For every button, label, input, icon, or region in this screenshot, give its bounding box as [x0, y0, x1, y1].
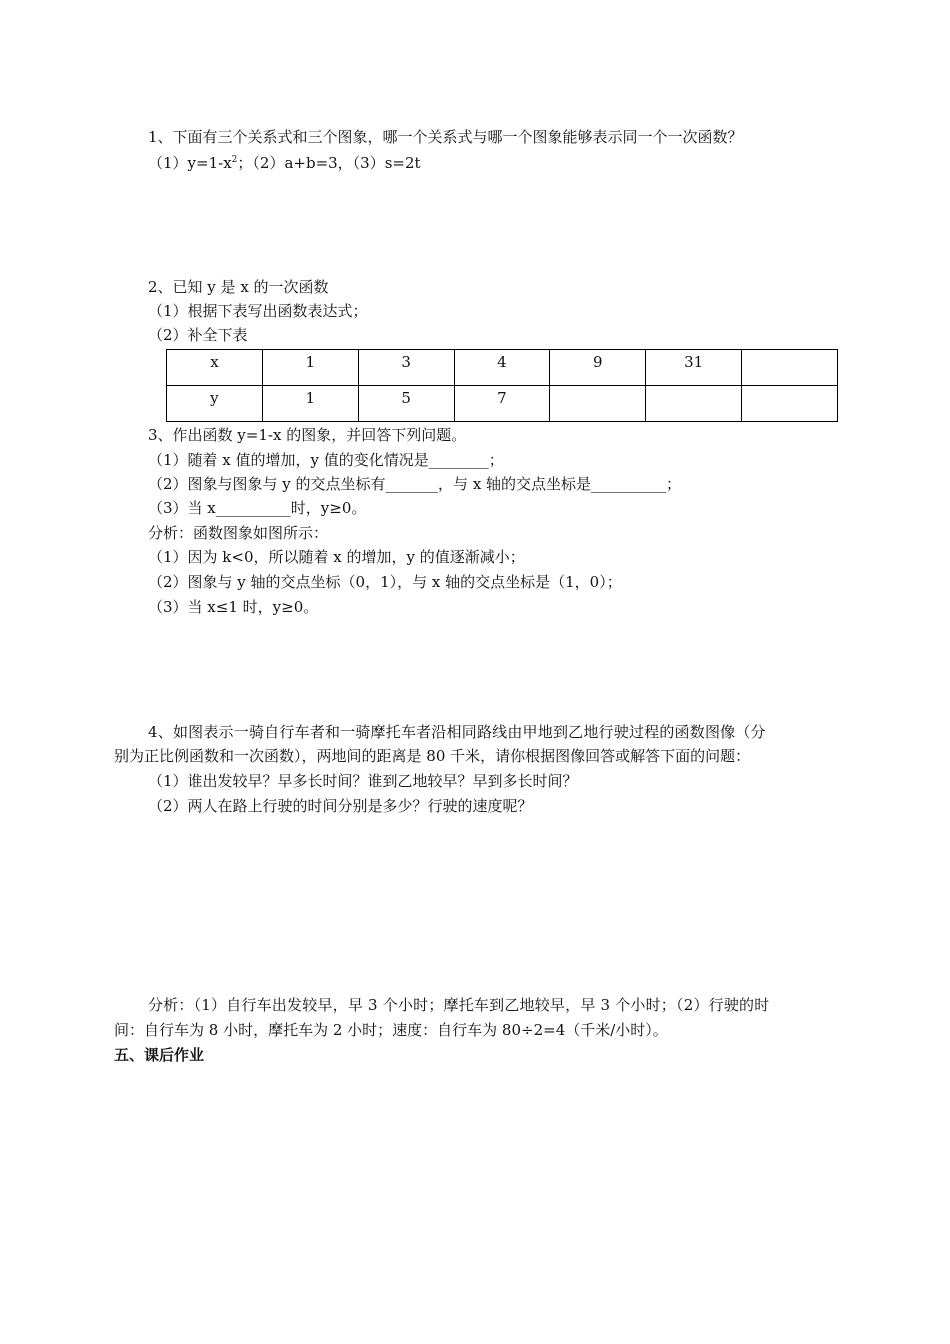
q1-part1-suffix: ；（2）a+b=3，（3）s=2t	[237, 154, 421, 172]
q2-title: 2、已知 y 是 x 的一次函数	[148, 278, 329, 296]
table-cell: y	[167, 386, 263, 422]
table-cell: 4	[454, 350, 550, 386]
q1-part1-prefix: （1）y=1-x	[148, 154, 232, 172]
q3-analysis-title: 分析：函数图象如图所示：	[148, 524, 329, 542]
section5-title: 五、课后作业	[114, 1046, 205, 1064]
q4-line2: 别为正比例函数和一次函数），两地间的距离是 80 千米，请你根据图像回答或解答下面的问题：	[114, 747, 751, 765]
q4-sub1: （1）谁出发较早？早多长时间？谁到乙地较早？早到多长时间？	[148, 772, 578, 790]
table-cell	[742, 350, 838, 386]
table-row	[167, 350, 838, 386]
q3-analysis1: （1）因为 k<0，所以随着 x 的增加，y 的值逐渐减小；	[148, 548, 525, 566]
table-cell	[550, 386, 646, 422]
table-cell	[742, 386, 838, 422]
q3-sub3: （3）当 x__________时，y≥0。	[148, 499, 367, 517]
table-row	[167, 386, 838, 422]
q2-sub2: （2）补全下表	[148, 326, 248, 344]
q4-sub2: （2）两人在路上行驶的时间分别是多少？行驶的速度呢？	[148, 797, 533, 815]
q3-analysis3: （3）当 x≤1 时，y≥0。	[148, 598, 319, 616]
q1-part1	[148, 153, 421, 173]
table-cell	[646, 386, 742, 422]
q1-part1-superscript: 2	[231, 155, 238, 165]
q2-sub1: （1）根据下表写出函数表达式；	[148, 302, 368, 320]
q4-analysis-line1: 分析：（1）自行车出发较早，早 3 个小时；摩托车到乙地较早，早 3 个小时；（2）行驶的时	[148, 996, 770, 1014]
q2-table	[166, 349, 838, 422]
table-cell: x	[167, 350, 263, 386]
q4-analysis-line2: 间：自行车为 8 小时，摩托车为 2 小时；速度：自行车为 80÷2=4（千米/小时）。	[114, 1021, 668, 1039]
table-cell: 31	[646, 350, 742, 386]
q3-sub1: （1）随着 x 值的增加，y 值的变化情况是________；	[148, 451, 504, 469]
table-cell: 3	[358, 350, 454, 386]
q3-analysis2: （2）图象与 y 轴的交点坐标（0，1），与 x 轴的交点坐标是（1，0）；	[148, 573, 622, 591]
table-cell: 9	[550, 350, 646, 386]
table-cell: 7	[454, 386, 550, 422]
q3-sub2: （2）图象与图象与 y 的交点坐标有_______，与 x 轴的交点坐标是__________；	[148, 475, 682, 493]
table-cell: 1	[262, 386, 358, 422]
q3-title: 3、作出函数 y=1-x 的图象，并回答下列问题。	[148, 426, 467, 444]
table-cell: 5	[358, 386, 454, 422]
table-cell: 1	[262, 350, 358, 386]
q4-line1: 4、如图表示一骑自行车者和一骑摩托车者沿相同路线由甲地到乙地行驶过程的函数图像（分	[148, 723, 766, 741]
q1-title: 1、下面有三个关系式和三个图象，哪一个关系式与哪一个图象能够表示同一个一次函数？	[148, 128, 743, 146]
